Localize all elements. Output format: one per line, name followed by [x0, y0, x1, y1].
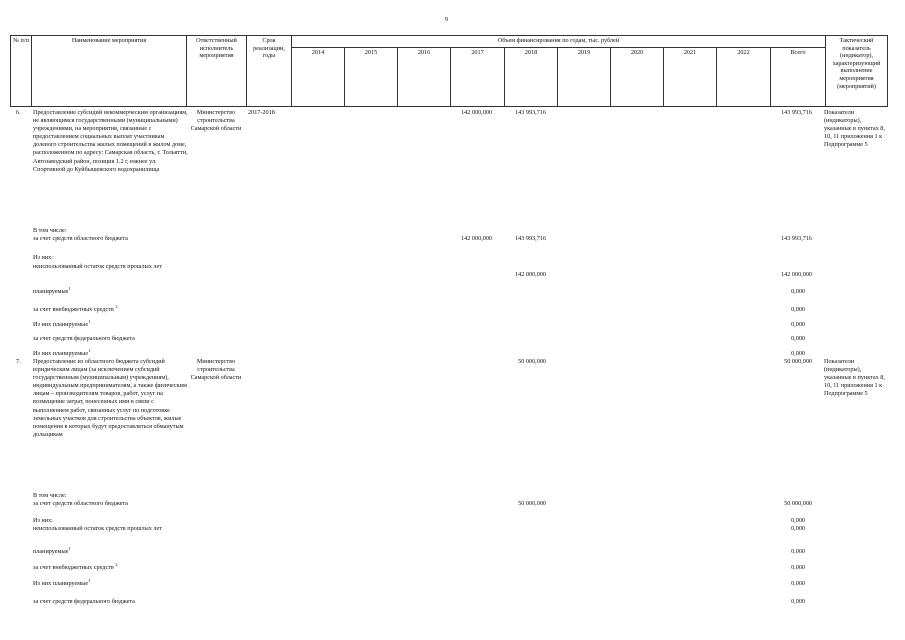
header-year: 2016 — [398, 48, 451, 107]
sub-value: 0,000 — [791, 306, 805, 313]
row-number: 6. — [16, 109, 21, 116]
sub-label — [33, 347, 91, 358]
header-year: 2014 — [292, 48, 345, 107]
header-financing: Объем финансирования по годам, тыс. рублей — [292, 36, 826, 48]
row-executor: Министерство строительства Самарской области — [190, 109, 242, 133]
sub-label: В том числе: — [33, 227, 67, 234]
sub-value: 0,000 — [791, 321, 805, 328]
sub-label: за счет средств областного бюджета — [33, 235, 128, 242]
sub-value: 143 993,716 — [515, 235, 546, 242]
header-executor: Ответственный исполнитель мероприятия — [187, 36, 247, 107]
header-year: 2020 — [611, 48, 664, 107]
header-year: 2015 — [345, 48, 398, 107]
header-year: 2018 — [505, 48, 558, 107]
sub-label: Из них: — [33, 517, 53, 524]
row-indicator: Показатели (индикаторы), указанные в пунктах 8, 10, 11 приложения 1 к Подпрограмме 5 — [824, 109, 885, 149]
sub-value: 0,000 — [791, 548, 805, 555]
footnote-mark: 1 — [68, 545, 71, 551]
row-period: 2017-2018 — [248, 109, 275, 116]
sub-value: 142 000,000 — [515, 271, 546, 278]
sub-value: 50 000,000 — [518, 500, 546, 507]
sub-label: В том числе: — [33, 492, 67, 499]
header-year: 2019 — [558, 48, 611, 107]
header-total: Всего — [771, 48, 826, 107]
value-total: 50 000,000 — [784, 358, 812, 365]
header-year: 2021 — [664, 48, 717, 107]
sub-label — [33, 318, 91, 329]
sub-value: 50 000,000 — [784, 500, 812, 507]
sub-label: за счет средств федерального бюджета — [33, 335, 135, 342]
header-year: 2022 — [717, 48, 771, 107]
value-2018: 143 993,716 — [515, 109, 546, 116]
sub-label-text: за счет внебюджетных средств — [33, 306, 114, 313]
value-total: 143 993,716 — [781, 109, 812, 116]
row-description: Предоставление из областного бюджета субсидий юридическим лицам (за исключением субсидий государственным (муниципальным) учреждениям), индивидуальным предпринимателям, а также физическим лицам – производителям товаров, работ, услуг на возмещение затрат, понесенных ими в связи с выполнением работ, связанных услуг по подготовке земельных участков для строительства объектов, жилые помещения в которых будут предоставляться обманутым дольщикам — [33, 358, 187, 438]
sub-value: 142 000,000 — [781, 271, 812, 278]
sub-value: 143 993,716 — [781, 235, 812, 242]
sub-value: 0,000 — [791, 580, 805, 587]
sub-label: неиспользованный остаток средств прошлых лет — [33, 263, 162, 270]
page-number: 9 — [445, 17, 448, 23]
header-year: 2017 — [451, 48, 505, 107]
table-header — [10, 35, 888, 107]
footnote-mark: 1 — [88, 577, 91, 583]
sub-label: Из них: — [33, 254, 53, 261]
footnote-mark: 2 — [115, 561, 118, 567]
footnote-mark: 1 — [88, 318, 91, 324]
sub-label — [33, 545, 71, 556]
sub-label — [33, 561, 118, 572]
sub-label — [33, 285, 71, 296]
sub-value: 0,000 — [791, 350, 805, 357]
sub-value: 0,000 — [791, 598, 805, 605]
sub-value: 142 000,000 — [461, 235, 492, 242]
sub-label — [33, 577, 91, 588]
sub-label-text: планируемые — [33, 288, 69, 295]
header-period: Срок реализации, годы — [247, 36, 292, 107]
sub-value: 0,000 — [791, 335, 805, 342]
header-name: Наименование мероприятия — [32, 36, 187, 107]
row-number: 7. — [16, 358, 21, 365]
value-2017: 142 000,000 — [461, 109, 492, 116]
footnote-mark: 1 — [88, 347, 91, 353]
row-executor: Министерство строительства Самарской области — [190, 358, 242, 382]
header-num: № п/п — [11, 36, 32, 107]
sub-label-text: планируемые — [33, 548, 69, 555]
sub-label-text: Из них планируемые — [33, 321, 89, 328]
sub-value: 0,000 — [791, 288, 805, 295]
sub-label-text: за счет внебюджетных средств — [33, 564, 114, 571]
sub-label: за счет средств областного бюджета — [33, 500, 128, 507]
footnote-mark: 2 — [115, 303, 118, 309]
sub-label: за счет средств федерального бюджета — [33, 598, 135, 605]
sub-label: неиспользованный остаток средств прошлых лет — [33, 525, 162, 532]
sub-value: 0,000 — [791, 525, 805, 532]
sub-value: 0,000 — [791, 517, 805, 524]
footnote-mark: 1 — [68, 285, 71, 291]
sub-label-text: Из них планируемые — [33, 580, 89, 587]
sub-label-text: Из них планируемые — [33, 350, 89, 357]
value-2018: 50 000,000 — [518, 358, 546, 365]
sub-value: 0,000 — [791, 564, 805, 571]
row-indicator: Показатели (индикаторы), указанные в пунктах 8, 10, 11 приложения 1 к Подпрограмме 5 — [824, 358, 885, 398]
sub-label — [33, 303, 118, 314]
row-description: Предоставление субсидий некоммерческим организациям, не являющимся государственными (муниципальными) учреждениями, на мероприятия, связанные с предоставлением социальных выплат участникам долевого строительства жилых помещений в жилом доме, расположенном по адресу: Самарская область, г. Тольятти, Автозаводский район, позиция 1.2 г, южнее ул. Спортивной до Куйбышевского водохранилища — [33, 109, 188, 173]
header-indicator: Тактический показатель (индикатор), характеризующий выполнение мероприятия (мероприятий) — [826, 36, 888, 107]
